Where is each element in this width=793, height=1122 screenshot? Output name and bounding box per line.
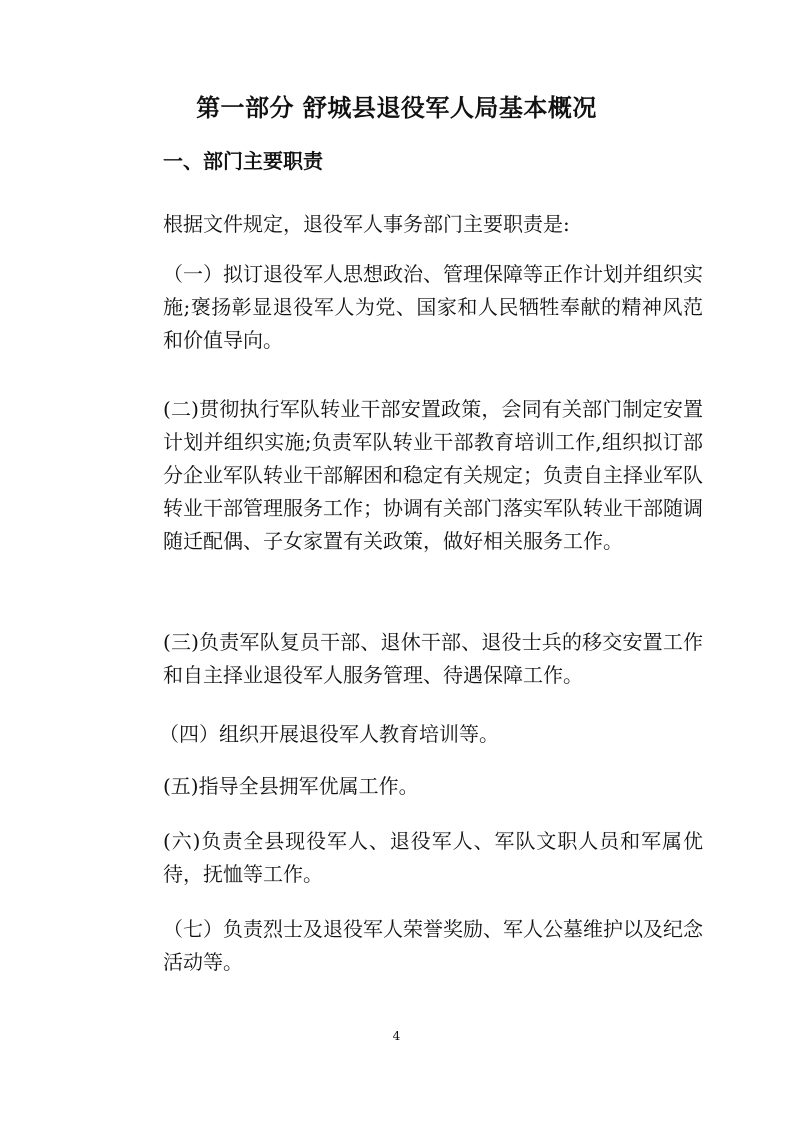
- duty-paragraph-5: (五)指导全县拥军优属工作。: [163, 774, 419, 798]
- duty-paragraph-3: (三)负责军队复员干部、退休干部、退役士兵的移交安置工作和自主择业退役军人服务管理、待遇保障工作。: [163, 630, 703, 687]
- duty-paragraph-7: （七）负责烈士及退役军人荣誉奖励、军人公墓维护以及纪念活动等。: [163, 917, 703, 974]
- duty-paragraph-1: （一）拟订退役军人思想政治、管理保障等正作计划并组织实施;褒扬彰显退役军人为党、国家和人民牺牲奉献的精神风范和价值导向。: [163, 262, 703, 352]
- page-title: 第一部分 舒城县退役军人局基本概况: [196, 94, 597, 122]
- intro-text: 根据文件规定，退役军人事务部门主要职责是:: [163, 212, 570, 236]
- duty-paragraph-2: (二)贯彻执行军队转业干部安置政策，会同有关部门制定安置计划并组织实施;负责军队转业干部教育培训工作,组织拟订部分企业军队转业干部解困和稳定有关规定；负责自主择业军队转业干部管理服务工作；协调有关部门落实军队转业干部随调随迁配偶、子女家置有关政策，做好相关服务工作。: [163, 397, 703, 553]
- section-heading: 一、部门主要职责: [163, 149, 323, 173]
- duty-paragraph-4: （四）组织开展退役军人教育培训等。: [159, 722, 499, 746]
- page-number: 4: [392, 1029, 401, 1043]
- duty-paragraph-6: (六)负责全县现役军人、退役军人、军队文职人员和军属优待，抚恤等工作。: [163, 829, 703, 886]
